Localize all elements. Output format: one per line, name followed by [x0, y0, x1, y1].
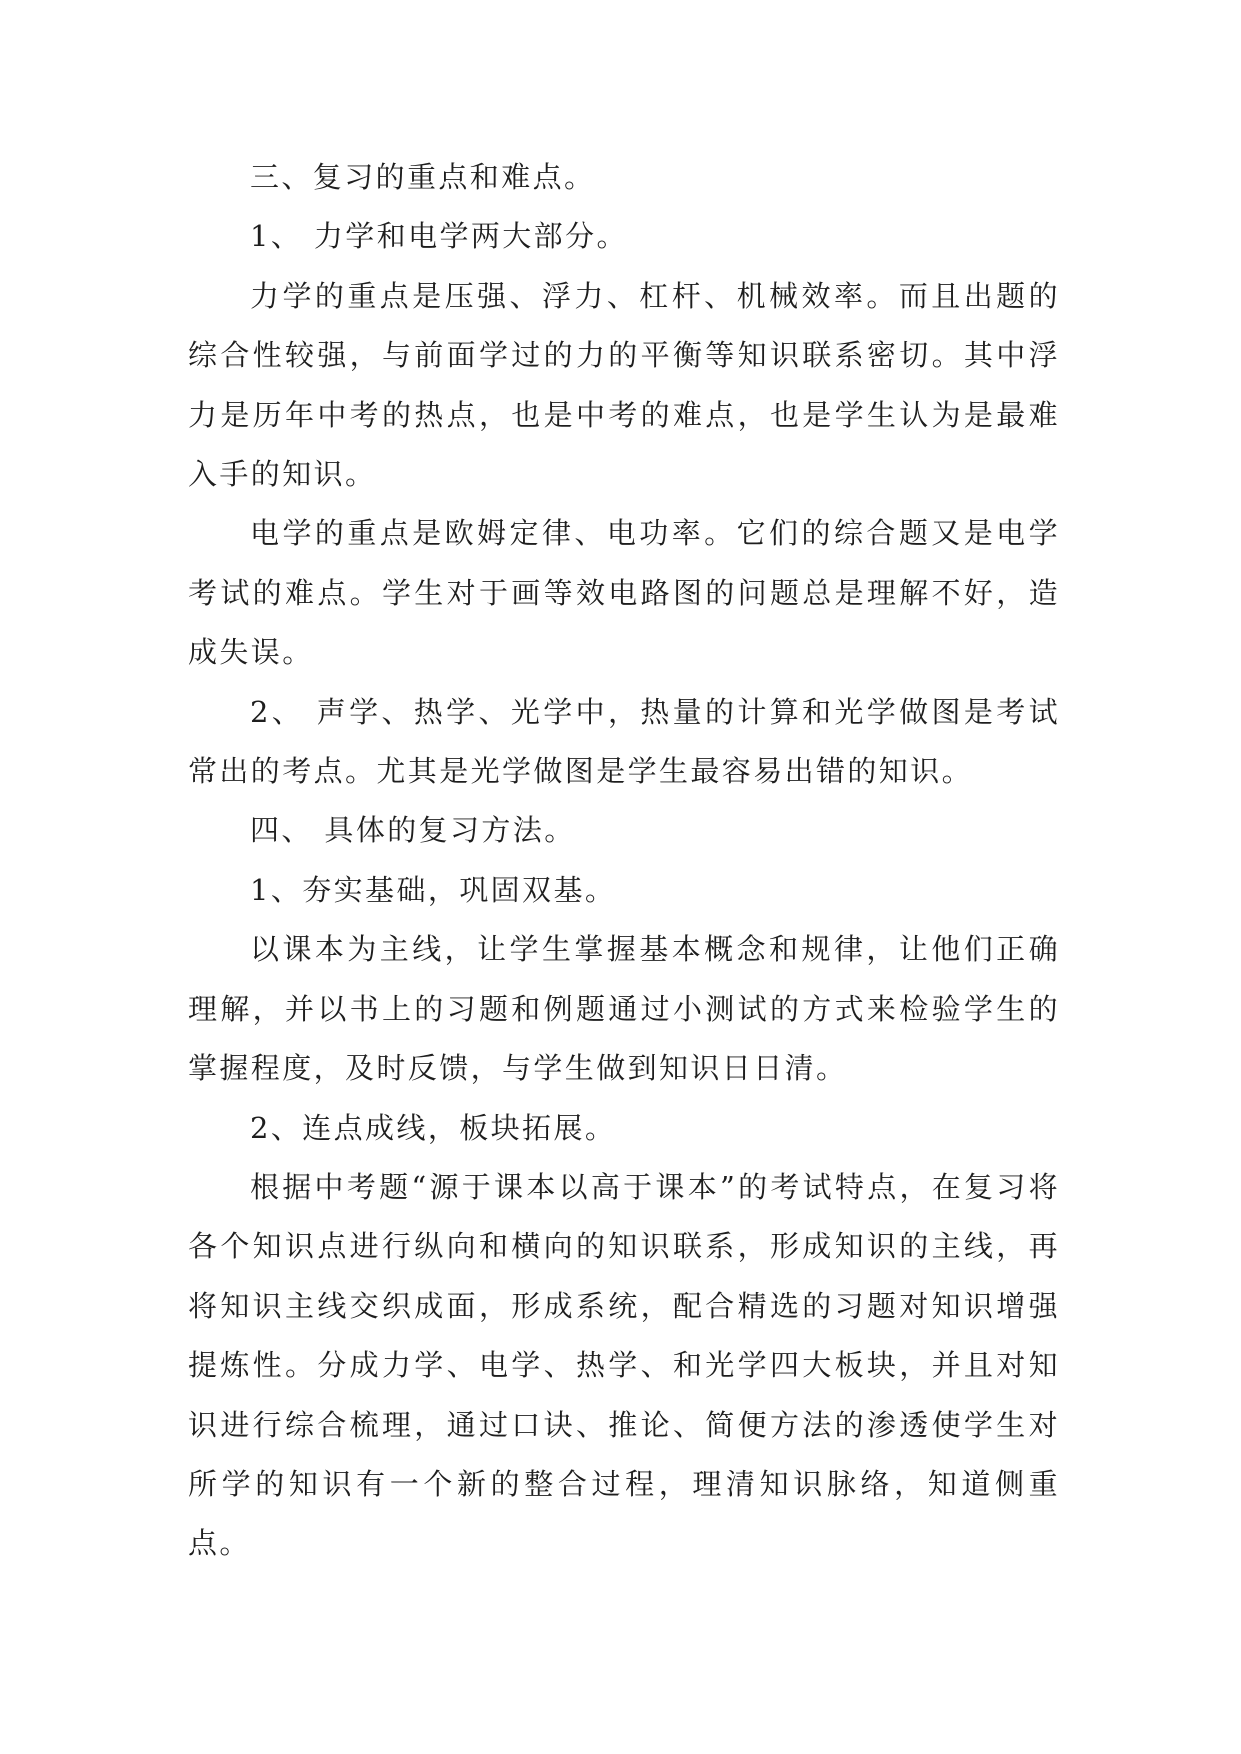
subheading-connect-points: 2、连点成线，板块拓展。	[250, 1110, 617, 1145]
paragraph-basics: 以课本为主线，让学生掌握基本概念和规律，让他们正确理解，并以书上的习题和例题通过小测试的方式来检验学生的掌握程度，及时反馈，与学生做到知识日日清。	[188, 932, 1060, 1086]
subheading-basics: 1、夯实基础，巩固双基。	[250, 872, 617, 907]
section-heading-3: 三、复习的重点和难点。	[250, 160, 596, 194]
paragraph-electricity: 电学的重点是欧姆定律、电功率。它们的综合题又是电学考试的难点。学生对于画等效电路图的问题总是理解不好，造成失误。	[188, 516, 1060, 670]
section-heading-4: 四、 具体的复习方法。	[250, 813, 576, 848]
paragraph-acoustics-heat-optics: 2、 声学、热学、光学中，热量的计算和光学做图是考试常出的考点。尤其是光学做图是学生最容易出错的知识。	[188, 694, 1060, 789]
paragraph-connect-points: 根据中考题“源于课本以高于课本”的考试特点，在复习将各个知识点进行纵向和横向的知识联系，形成知识的主线，再将知识主线交织成面，形成系统，配合精选的习题对知识增强提炼性。分成力学、电学、热学、和光学四大板块，并且对知识进行综合梳理，通过口诀、推论、简便方法的渗透使学生对所学的知识有一个新的整合过程，理清知识脉络，知道侧重点。	[188, 1169, 1060, 1561]
subheading-mechanics-electricity: 1、 力学和电学两大部分。	[250, 219, 628, 254]
document-body	[188, 148, 1060, 1574]
paragraph-mechanics: 力学的重点是压强、浮力、杠杆、机械效率。而且出题的综合性较强，与前面学过的力的平衡等知识联系密切。其中浮力是历年中考的热点，也是中考的难点，也是学生认为是最难入手的知识。	[188, 278, 1060, 492]
